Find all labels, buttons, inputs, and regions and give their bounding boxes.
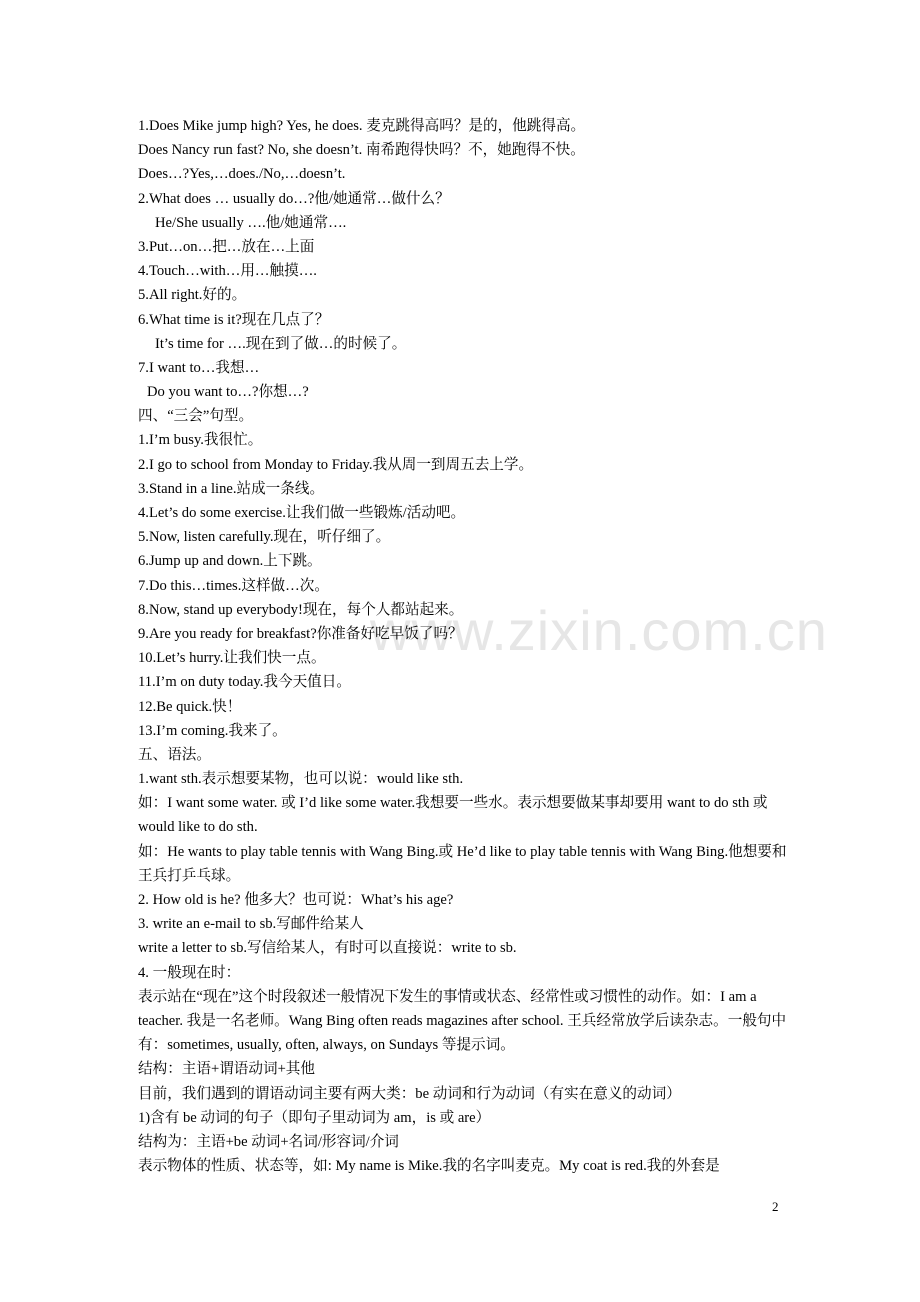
- text-paragraph: 表示站在“现在”这个时段叙述一般情况下发生的事情或状态、经常性或习惯性的动作。如：I am a teacher. 我是一名老师。Wang Bing often reads magazines after school. 王兵经常放学后读杂志。一般句中有：sometimes, usually, often, always, on Sundays 等提示词。: [138, 988, 787, 1054]
- text-line: 4.Touch…with…用…触摸….: [138, 263, 317, 280]
- document-body: [138, 114, 793, 1178]
- text-line: 3. write an e-mail to sb.写邮件给某人: [138, 916, 364, 933]
- text-line: 12.Be quick.快！: [138, 698, 242, 715]
- text-line: 3.Put…on…把…放在…上面: [138, 238, 315, 255]
- text-line: 7.I want to…我想…: [138, 359, 260, 376]
- text-line: 8.Now, stand up everybody!现在，每个人都站起来。: [138, 601, 464, 618]
- text-line: 6.What time is it?现在几点了？: [138, 311, 330, 328]
- text-line: 目前，我们遇到的谓语动词主要有两大类：be 动词和行为动词（有实在意义的动词）: [138, 1085, 681, 1102]
- watermark: www.zixin.com.cn: [370, 599, 828, 662]
- text-line: Does Nancy run fast? No, she doesn’t. 南希跑得快吗？不，她跑得不快。: [138, 142, 585, 159]
- section-heading: 四、“三会”句型。: [138, 408, 254, 425]
- text-line: He/She usually ….他/她通常….: [155, 214, 347, 231]
- text-line: 9.Are you ready for breakfast?你准备好吃早饭了吗？: [138, 625, 463, 642]
- text-paragraph: 如：He wants to play table tennis with Wang Bing.或 He’d like to play table tennis with Wang Bing.他想要和王兵打乒乓球。: [138, 843, 787, 884]
- text-line: 结构：主语+谓语动词+其他: [138, 1061, 315, 1078]
- text-line: Does…?Yes,…does./No,…doesn’t.: [138, 166, 346, 183]
- text-line: 5.Now, listen carefully.现在，听仔细了。: [138, 529, 391, 546]
- text-line: 2.I go to school from Monday to Friday.我从周一到周五去上学。: [138, 456, 534, 473]
- text-line: 13.I’m coming.我来了。: [138, 722, 287, 739]
- text-line: 3.Stand in a line.站成一条线。: [138, 480, 325, 497]
- section-heading: 五、语法。: [138, 746, 211, 763]
- text-line: 结构为：主语+be 动词+名词/形容词/介词: [138, 1133, 399, 1150]
- text-line: 11.I’m on duty today.我今天值日。: [138, 674, 351, 691]
- text-line: 4.Let’s do some exercise.让我们做一些锻炼/活动吧。: [138, 505, 466, 521]
- text-line: Do you want to…?你想…?: [147, 384, 309, 401]
- page-number: 2: [772, 1199, 779, 1214]
- text-line: 6.Jump up and down.上下跳。: [138, 553, 322, 570]
- text-line: write a letter to sb.写信给某人，有时可以直接说：write to sb.: [138, 940, 517, 957]
- text-line: 1.I’m busy.我很忙。: [138, 432, 263, 449]
- text-line: 2. How old is he? 他多大？也可说：What’s his age?: [138, 892, 454, 909]
- text-line: 表示物体的性质、状态等，如: My name is Mike.我的名字叫麦克。My coat is red.我的外套是: [138, 1158, 720, 1175]
- text-line: 2.What does … usually do…?他/她通常…做什么？: [138, 190, 450, 207]
- text-line: 5.All right.好的。: [138, 287, 247, 304]
- text-line: 1.Does Mike jump high? Yes, he does. 麦克跳得高吗？是的，他跳得高。: [138, 118, 586, 134]
- text-paragraph: 如：I want some water. 或 I’d like some water.我想要一些水。表示想要做某事却要用 want to do sth 或 would like to do sth.: [138, 795, 768, 836]
- text-line: 1.want sth.表示想要某物，也可以说：would like sth.: [138, 771, 464, 788]
- text-line: 10.Let’s hurry.让我们快一点。: [138, 650, 326, 667]
- text-line: 7.Do this…times.这样做…次。: [138, 577, 329, 594]
- text-line: 1)含有 be 动词的句子（即句子里动词为 am，is 或 are）: [138, 1109, 491, 1126]
- text-line: It’s time for ….现在到了做…的时候了。: [155, 335, 407, 352]
- text-line: 4. 一般现在时：: [138, 964, 241, 981]
